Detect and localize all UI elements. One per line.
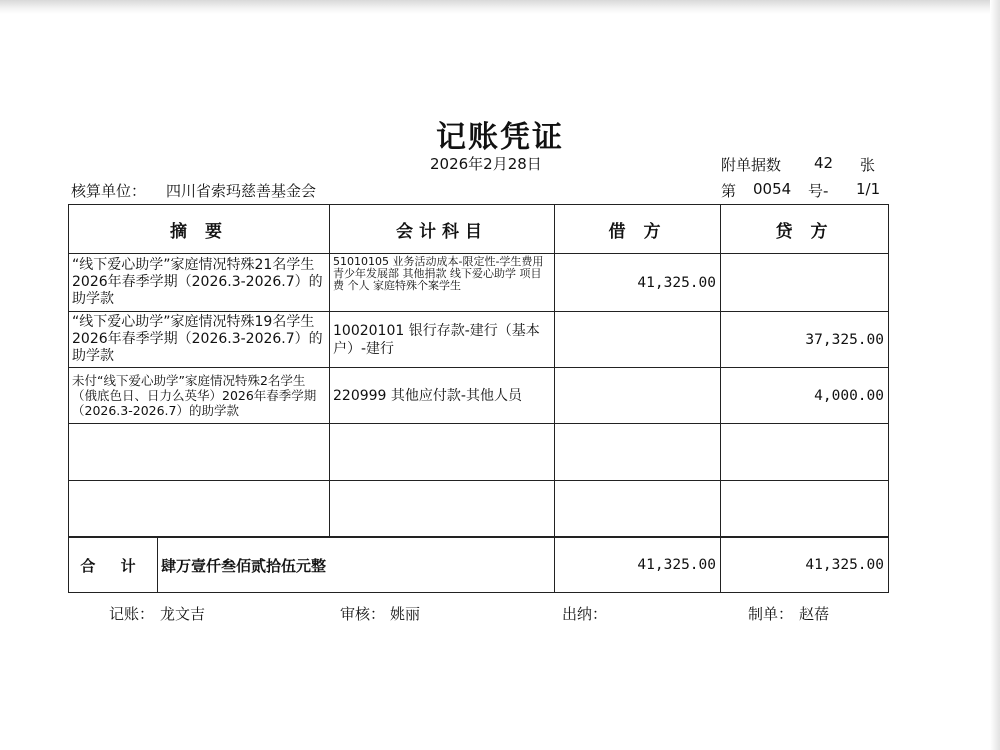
empty-cell bbox=[330, 481, 555, 538]
preparer-name: 赵蓓 bbox=[799, 605, 830, 623]
voucher-table bbox=[68, 204, 889, 593]
voucher-number-sep: 号- bbox=[808, 182, 829, 200]
total-debit: 41,325.00 bbox=[555, 537, 721, 593]
total-credit: 41,325.00 bbox=[721, 537, 889, 593]
empty-cell bbox=[721, 424, 889, 481]
empty-cell bbox=[69, 481, 330, 538]
reviewer-name: 姚丽 bbox=[390, 605, 421, 623]
row-debit bbox=[555, 368, 721, 424]
unit-label: 核算单位： bbox=[71, 182, 147, 200]
total-label: 合 计 bbox=[69, 538, 158, 592]
row-credit: 37,325.00 bbox=[721, 312, 889, 368]
header-debit: 借 方 bbox=[555, 205, 721, 254]
row-debit bbox=[555, 312, 721, 368]
header-credit: 贷 方 bbox=[721, 205, 889, 254]
row-credit: 4,000.00 bbox=[721, 368, 889, 424]
row-summary: “线下爱心助学”家庭情况特殊19名学生2026年春季学期（2026.3-2026.7）的助学款 bbox=[69, 312, 330, 368]
empty-cell bbox=[555, 424, 721, 481]
row-credit bbox=[721, 254, 889, 312]
voucher-page: 1/1 bbox=[856, 180, 881, 198]
attachments-label: 附单据数 bbox=[721, 156, 782, 174]
header-account: 会计科目 bbox=[330, 205, 555, 254]
table-row bbox=[69, 368, 889, 424]
header-summary: 摘 要 bbox=[69, 205, 330, 254]
table-header-row bbox=[69, 205, 889, 254]
cashier-label: 出纳： bbox=[562, 605, 608, 623]
empty-cell bbox=[721, 481, 889, 538]
row-debit: 41,325.00 bbox=[555, 254, 721, 312]
voucher-number-prefix: 第 bbox=[721, 182, 737, 200]
empty-cell bbox=[330, 424, 555, 481]
preparer-label: 制单： bbox=[748, 605, 794, 623]
total-cell bbox=[69, 537, 555, 593]
row-summary: 未付“线下爱心助学”家庭情况特殊2名学生（俄底色日、日力么英华）2026年春季学期（2026.3-2026.7）的助学款 bbox=[69, 368, 330, 424]
table-row bbox=[69, 254, 889, 312]
empty-cell bbox=[69, 424, 330, 481]
row-account: 10020101 银行存款-建行（基本户）-建行 bbox=[330, 312, 555, 368]
row-summary: “线下爱心助学”家庭情况特殊21名学生2026年春季学期（2026.3-2026.7）的助学款 bbox=[69, 254, 330, 312]
scan-edge-top bbox=[0, 0, 1000, 14]
voucher-title: 记账凭证 bbox=[436, 120, 564, 155]
attachments-unit: 张 bbox=[860, 156, 876, 174]
total-amount-in-words: 肆万壹仟叁佰贰拾伍元整 bbox=[161, 556, 327, 575]
table-row bbox=[69, 312, 889, 368]
row-account: 51010105 业务活动成本-限定性-学生费用 青少年发展部 其他捐款 线下爱心助学 项目费 个人 家庭特殊个案学生 bbox=[330, 254, 555, 312]
voucher-date: 2026年2月28日 bbox=[430, 155, 542, 173]
attachments-count: 42 bbox=[814, 154, 834, 172]
row-account: 220999 其他应付款-其他人员 bbox=[330, 368, 555, 424]
table-row-empty bbox=[69, 424, 889, 481]
empty-cell bbox=[555, 481, 721, 538]
table-row-empty bbox=[69, 481, 889, 538]
reviewer-label: 审核： bbox=[340, 605, 386, 623]
bookkeeper-name: 龙文吉 bbox=[160, 605, 206, 623]
total-row bbox=[69, 537, 889, 593]
bookkeeper-label: 记账： bbox=[109, 605, 155, 623]
voucher-number: 0054 bbox=[753, 180, 792, 198]
unit-name: 四川省索玛慈善基金会 bbox=[166, 182, 317, 200]
